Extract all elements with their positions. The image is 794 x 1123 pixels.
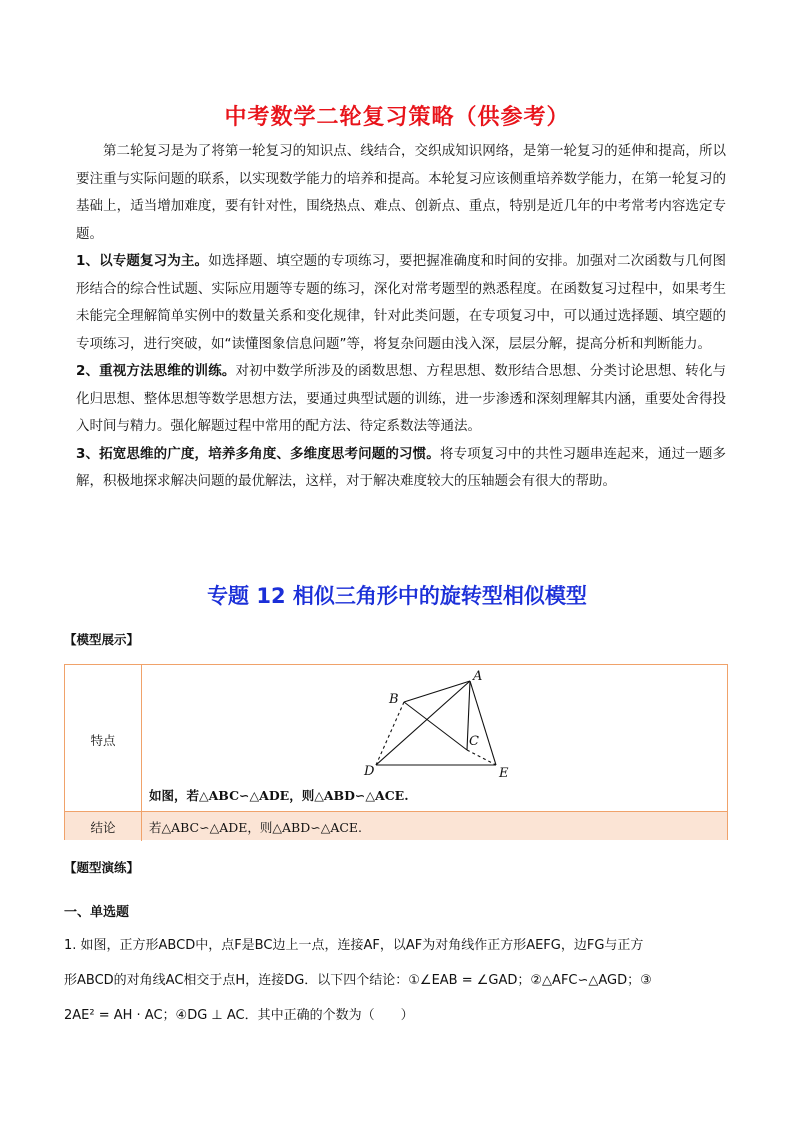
strategy-body	[76, 138, 726, 496]
table-divider-horizontal	[65, 811, 727, 812]
point-2-text: 对初中数学所涉及的函数思想、方程思想、数形结合思想、分类讨论思想、转化与化归思想、整体思想等数学思想方法，要通过典型试题的训练，进一步渗透和深刻理解其内涵，重要处舍得投入时间与精力。强化解题过程中常用的配方法、待定系数法等通法。	[76, 363, 726, 434]
model-tag: 【模型展示】	[64, 632, 140, 647]
topic-title: 专题 12 相似三角形中的旋转型相似模型	[207, 584, 587, 608]
model-table	[64, 664, 728, 840]
segment-BD	[376, 702, 404, 765]
point-3-heading: 3、拓宽思维的广度，培养多角度、多维度思考问题的习惯。	[76, 445, 440, 462]
point-1-heading: 1、以专题复习为主。	[76, 253, 209, 269]
segment-AB	[404, 681, 470, 702]
question-1	[64, 928, 729, 1033]
table-divider-vertical	[141, 665, 142, 841]
question-line-2: 形ABCD的对角线AC相交于点H，连接DG．以下四个结论：①∠EAB = ∠GAD；②△AFC∽△AGD；③	[64, 973, 652, 988]
feature-label: 特点	[90, 733, 116, 748]
section-heading: 一、单选题	[64, 905, 130, 920]
point-label-A: A	[473, 669, 483, 684]
figure-caption: 如图，若△ABC∽△ADE，则△ABD∽△ACE.	[149, 788, 409, 803]
question-line-1: 1. 如图，正方形ABCD中，点F是BC边上一点，连接AF，以AF为对角线作正方形AEFG，边FG与正方	[64, 938, 644, 953]
practice-tag: 【题型演练】	[64, 860, 140, 875]
strategy-point-1	[76, 248, 726, 358]
strategy-point-2	[76, 358, 726, 441]
point-2-heading: 2、重视方法思维的训练。	[76, 363, 236, 379]
conclusion-label: 结论	[90, 820, 116, 835]
point-label-B: B	[389, 692, 399, 707]
point-label-E: E	[499, 766, 509, 781]
intro-paragraph: 第二轮复习是为了将第一轮复习的知识点、线结合，交织成知识网络，是第一轮复习的延伸和提高，所以要注重与实际问题的联系，以实现数学能力的培养和提高。本轮复习应该侧重培养数学能力，在第一轮复习的基础上，适当增加难度，要有针对性，围绕热点、难点、创新点、重点，特别是近几年的中考常考内容选定专题。	[76, 143, 726, 242]
point-label-C: C	[469, 734, 479, 749]
segment-BC	[404, 702, 467, 750]
strategy-point-3	[76, 441, 726, 496]
segment-AE	[470, 681, 496, 765]
point-label-D: D	[364, 764, 375, 779]
point-3-text: 将专项复习中的共性习题串连起来，通过一题多解，积极地探求解决问题的最优解法，这样，对于解决难度较大的压轴题会有很大的帮助。	[76, 445, 726, 489]
question-line-3: 2AE² = AH · AC；④DG ⊥ AC．其中正确的个数为（ ）	[64, 1008, 414, 1023]
rotation-similarity-figure	[355, 667, 525, 782]
conclusion-text: 若△ABC∽△ADE，则△ABD∽△ACE.	[149, 820, 363, 835]
document-title: 中考数学二轮复习策略（供参考）	[224, 105, 570, 130]
point-1-text: 如选择题、填空题的专项练习，要把握准确度和时间的安排。加强对二次函数与几何图形结合的综合性试题、实际应用题等专题的练习，深化对常考题型的熟悉程度。在函数复习过程中，如果考生未能完全理解简单实例中的数量关系和变化规律，针对此类问题，在专项复习中，可以通过选择题、填空题的专项练习，进行突破，如“读懂图象信息问题”等，将复杂问题由浅入深，层层分解，提高分析和判断能力。	[76, 253, 726, 352]
